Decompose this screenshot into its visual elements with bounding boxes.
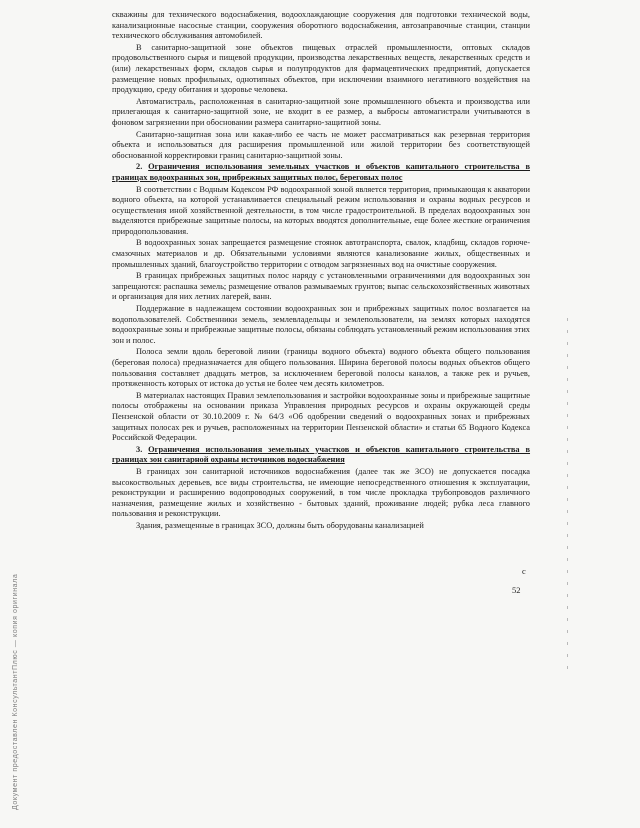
trailing-letter: с xyxy=(522,567,526,576)
section-heading-2 xyxy=(112,162,530,183)
paragraph: Поддержание в надлежащем состоянии водоохранных зон и прибрежных защитных полос возлагается на водопользователей. Собственники земель, землевладельцы и землепользователи, на землях которых находятся водоохранные зоны и прибрежные защитные полосы, обязаны соблюдать установленный режим использования этих зон и полос. xyxy=(112,304,530,345)
paragraph: Автомагистраль, расположенная в санитарно-защитной зоне промышленного объекта и производства или прилегающая к санитарно-защитной зоне, не входит в ее размер, а выбросы автомагистрали учитываются в фоновом загрязнении при обосновании размера санитарно-защитной зоны. xyxy=(112,96,530,127)
page-number: 52 xyxy=(512,585,521,595)
side-margin-text xyxy=(12,10,24,810)
heading-number: 2. xyxy=(136,162,143,172)
heading-number: 3. xyxy=(136,444,143,454)
heading-text: Ограничения использования земельных участков и объектов капитального строительства в границах водоохранных зон, прибрежных защитных полос, береговых полос xyxy=(112,162,531,182)
paragraph: В границах прибрежных защитных полос наряду с установленными ограничениями для водоохранных зон запрещаются: распашка земель; размещение отвалов размываемых грунтов; выпас сельскохозяйственных животных и организация для них летних лагерей, ванн. xyxy=(112,271,530,302)
paragraph: Полоса земли вдоль береговой линии (границы водного объекта) водного объекта общего пользования (береговая полоса) предназначается для общего пользования. Ширина береговой полосы водных объектов общего пользования составляет двадцать метров, за исключением береговой полосы каналов, а также рек и ручьев, протяженность которых от истока до устья не более чем десять километров. xyxy=(112,347,530,389)
paragraph: В материалах настоящих Правил землепользования и застройки водоохранные зоны и прибрежные защитные полосы отображены на основании приказа Управления природных ресурсов и охраны окружающей среды Пензенской области от 30.10.2009 г. № 64/3 «Об одобрении сведений о водоохранных зонах и прибрежных защитных полосах рек и ручьев, расположенных на территории Пензенской области» и статьи 65 Водного Кодекса Российской Федерации. xyxy=(112,390,530,443)
section-heading-3 xyxy=(112,445,530,466)
paragraph: Здания, размещенные в границах ЗСО, должны быть оборудованы канализацией xyxy=(136,520,424,530)
paragraph: Санитарно-защитная зона или какая-либо ее часть не может рассматриваться как резервная территория объекта и использоваться для расширения промышленной или жилой территории без соответствующей обоснованной корректировки границ санитарно-защитной зоны. xyxy=(112,129,530,160)
paragraph: скважины для технического водоснабжения, водоохлаждающие сооружения для подготовки технической воды, канализационные насосные станции, сооружения оборотного водоснабжения, автозаправочные станции, станции технического обслуживания автомобилей. xyxy=(112,10,530,41)
document-body xyxy=(112,10,530,533)
paragraph: В соответствии с Водным Кодексом РФ водоохранной зоной является территория, примыкающая к акватории водного объекта, на которой устанавливается специальный режим использования и охраны водных ресурсов и осуществления иной хозяйственной деятельности, в том числе градостроительной. В пределах водоохранных зон выделяются прибрежные защитные полосы, на которых вводятся дополнительные, еще более жесткие ограничения природопользования. xyxy=(112,184,530,236)
heading-text: Ограничения использования земельных участков и объектов капитального строительства в границах зон санитарной охраны источников водоснабжения xyxy=(112,444,531,465)
paragraph: В санитарно-защитной зоне объектов пищевых отраслей промышленности, оптовых складов продовольственного сырья и пищевой продукции, производства лекарственных веществ, лекарственных средств и (или) лекарственных форм, складов сырья и полупродуктов для фармацевтических предприятий, допускается размещение новых профильных, однотипных объектов, при исключении взаимного негативного воздействия на продукцию, среду обитания и здоровье человека. xyxy=(112,42,530,95)
paragraph: В границах зон санитарной источников водоснабжения (далее так же ЗСО) не допускается посадка высокоствольных деревьев, все виды строительства, не имеющие непосредственного отношения к эксплуатации, реконструкции и расширению водопроводных сооружений, в том числе прокладка трубопроводов различного назначения, размещение жилых и хозяйственно - бытовых зданий, проживание людей; рубка леса главного пользования и реконструкции. xyxy=(112,466,530,519)
side-text: Документ предоставлен КонсультантПлюс — копия оригинала xyxy=(12,573,19,810)
paragraph: В водоохранных зонах запрещается размещение стоянок автотранспорта, свалок, кладбищ, складов горюче-смазочных материалов и др. Обязательными условиями являются канализование жилых, общественных и промышленных зданий, благоустройство территории с отводом загрязненных вод на очистные сооружения. xyxy=(112,238,530,269)
right-margin-marks xyxy=(566,318,570,698)
